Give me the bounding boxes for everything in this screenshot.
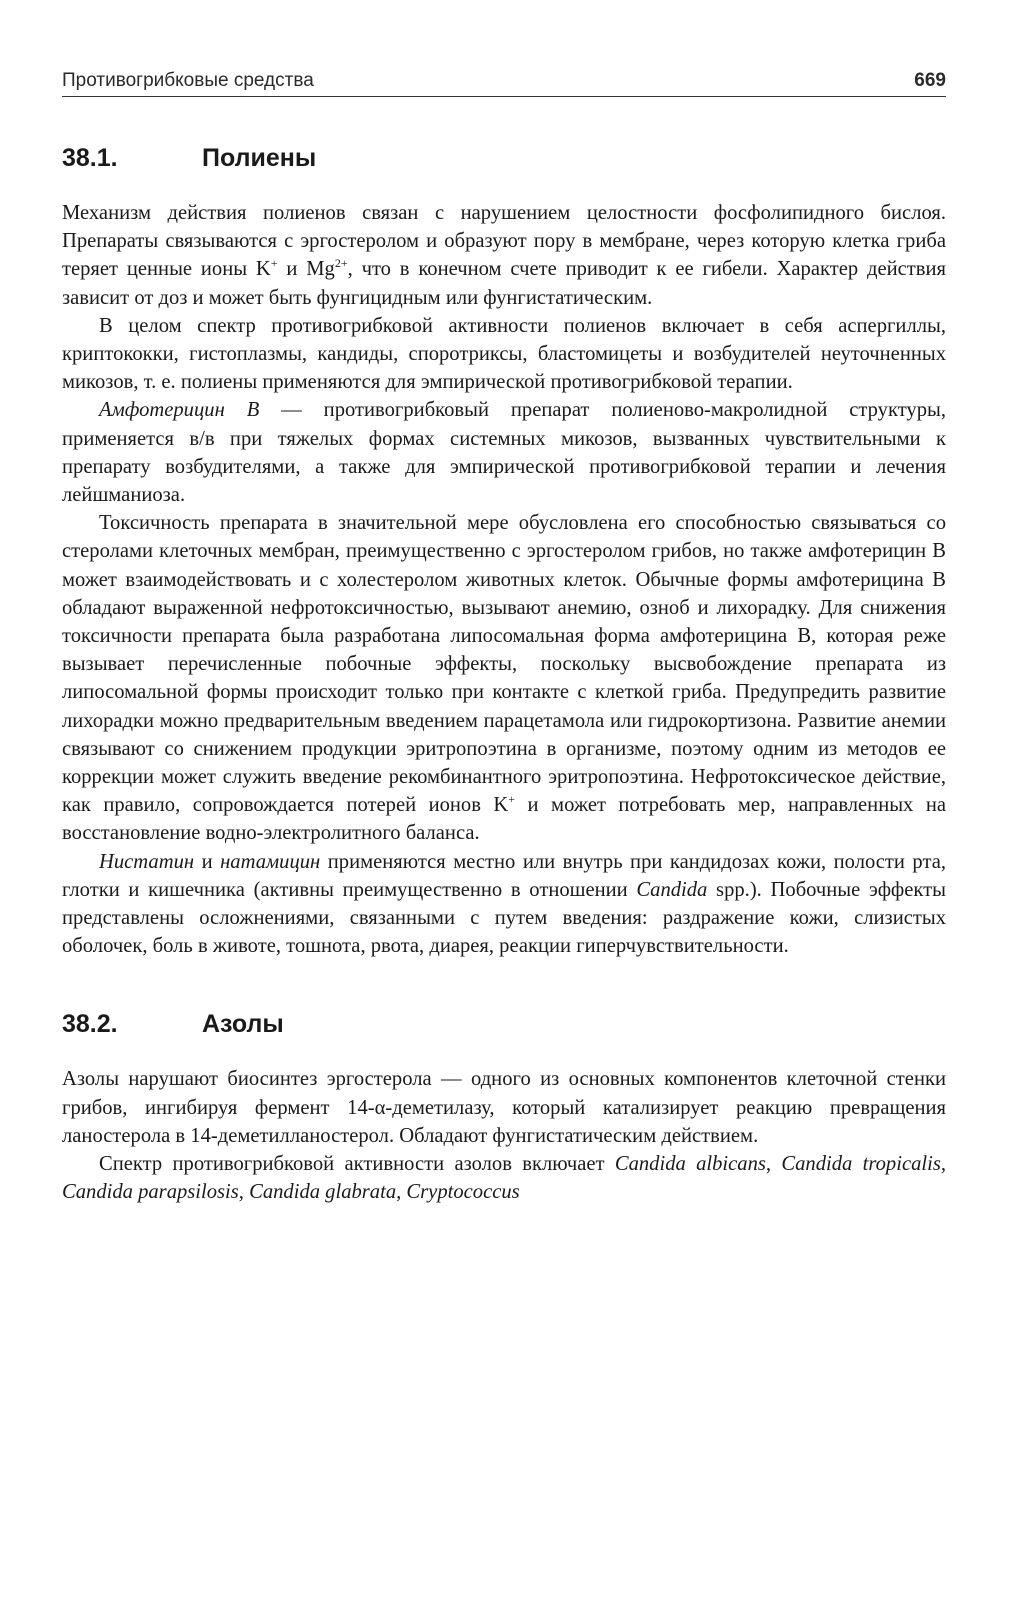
drug-name: натамицин [220, 850, 321, 873]
paragraph: Токсичность препарата в значительной мере обусловлена его способностью связываться со стеролами клеточных мембран, преимущественно с эргостеролом грибов, но также амфотерицин В может взаимодействовать и с холестеролом животных клеток. Обычные формы амфотерицина В обладают выраженной нефротоксичностью, вызывают анемию, озноб и лихорадку. Для снижения токсичности препарата была разработана липосомальная форма амфотерицина В, которая реже вызывает перечисленные побочные эффекты, поскольку высвобождение препарата из липосомальной формы происходит только при контакте с клеткой гриба. Предупредить развитие лихорадки можно предварительным введением парацетамола или гидрокортизона. Развитие анемии связывают со снижением продукции эритропоэтина в организме, поэтому одним из методов ее коррекции может служить введение рекомбинантного эритропоэтина. Нефротоксическое действие, как правило, сопровождается потерей ионов K+ и может потребовать мер, направленных на восстановление водно-электролитного баланса. [62, 512, 946, 845]
running-head [62, 70, 946, 97]
section-heading-azoles [62, 1010, 946, 1039]
section-number: 38.1. [62, 144, 118, 172]
paragraph: Спектр противогрибковой активности азолов включает Candida albicans, Candida tropicalis, Candida parapsilosis, Candida glabrata, Cryptococcus [62, 1153, 946, 1204]
paragraph: В целом спектр противогрибковой активности полиенов включает в себя аспергиллы, криптококки, гистоплазмы, кандиды, споротриксы, бластомицеты и возбудителей неуточненных микозов, т. е. полиены применяются для эмпирической противогрибковой терапии. [62, 314, 946, 394]
species-names: Candida albicans, Candida tropicalis, Candida parapsilosis, Candida glabrata, Cryptococcus [62, 1153, 946, 1204]
paragraph: Нистатин и натамицин применяются местно или внутрь при кандидозах кожи, полости рта, глотки и кишечника (активны преимущественно в отношении Candida spp.). Побочные эффекты представлены осложнениями, связанными с путем введения: раздражение кожи, слизистых оболочек, боль в животе, тошнота, рвота, диарея, реакции гиперчувствительности. [62, 850, 946, 958]
drug-name: Амфотерицин В [99, 399, 260, 422]
page [62, 70, 946, 1207]
drug-name: Нистатин [99, 850, 195, 873]
running-title: Противогрибковые средства [62, 70, 314, 91]
paragraph: Механизм действия полиенов связан с нарушением целостности фосфолипидного бислоя. Препараты связываются с эргостеролом и образуют пору в мембране, через которую клетка гриба теряет ценные ионы K+ и $Mg^{2+}$, что в конечном счете приводит к ее гибели. Характер действия зависит от доз и может быть фунгицидным или фунгистатическим. [62, 202, 946, 309]
section-title: Азолы [202, 1010, 284, 1039]
section-number: 38.2. [62, 1010, 118, 1039]
page-number: 669 [914, 70, 946, 91]
paragraph: Азолы нарушают биосинтез эргостерола — одного из основных компонентов клеточной стенки грибов, ингибируя фермент 14-α-деметилазу, который катализирует реакцию превращения ланостерола в 14-деметилланостерол. Обладают фунгистатическим действием. [62, 1068, 946, 1147]
genus-name: Candida [636, 878, 708, 901]
section-title: Полиены [202, 144, 317, 172]
section-heading-polyenes [62, 144, 946, 173]
paragraph: Амфотерицин В — противогрибковый препарат полиеново-макролидной структуры, применяется в/в при тяжелых формах системных микозов, вызванных чувствительными к препарату возбудителями, а также для эмпирической противогрибковой терапии и лечения лейшманиоза. [62, 399, 947, 507]
